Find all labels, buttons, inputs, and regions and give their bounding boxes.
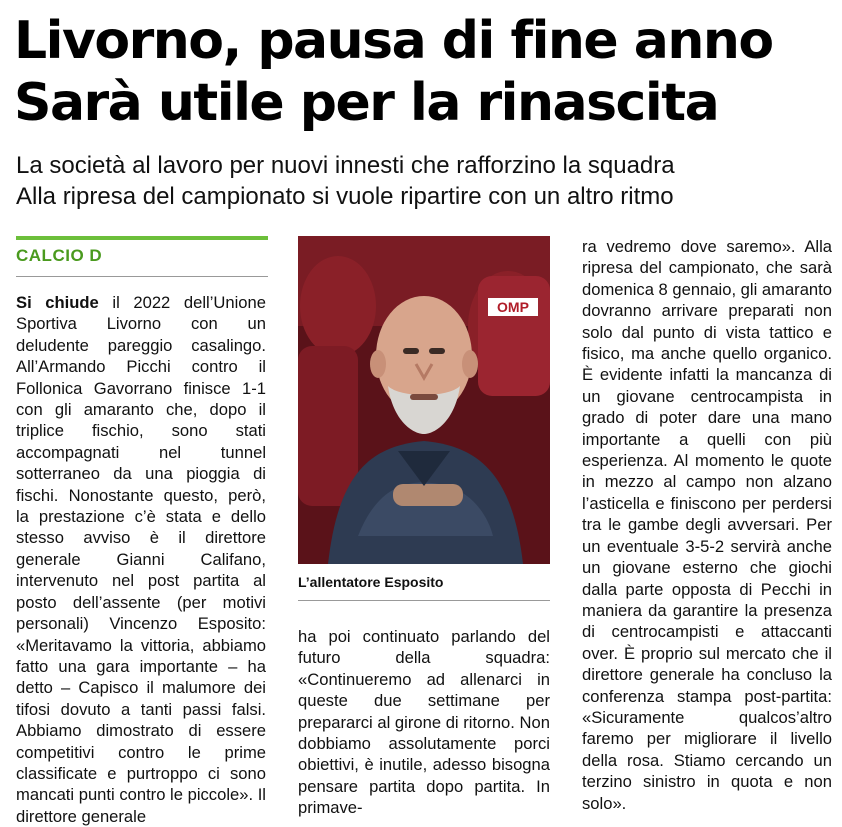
article-column-3 [582,236,832,814]
article-text-2: ha poi continuato parlando del futuro della squadra: «Continueremo ad allenarci in queste due settimane per prepararci al girone di ritorno. Non dobbiamo assolutamente porci obiettivi, è inutile, adesso bisogna pensare partita dopo partita. In primave- [298,627,550,818]
sponsor-logo: OMP [497,299,529,315]
coach-illustration [298,236,550,564]
article-column-1 [16,292,266,827]
coach-photo [298,236,550,564]
photo-caption: L’allentatore Esposito [298,574,444,590]
section-bar [16,236,268,240]
article-text-1: il 2022 dell’Unione Sportiva Livorno con un deludente pareggio casalingo. All’Armando Picchi contro il Follonica Gavorrano finisce 1-1 con gli amaranto che, dopo il triplice fischio, sono stati accompagnati nel tunnel sotterraneo da una pioggia di fischi. Nonostante questo, però, la prestazione c’è stata e dello stesso avviso è il direttore generale Gianni Califano, intervenuto nel post partita al posto dell’assente (per motivi personali) Vincenzo Esposito: «Meritavamo la vittoria, abbiamo fatto una gara importante – ha detto – Capisco il malumore dei tifosi dovuto a tanti passi falsi. Abbiamo dimostrato di essere competitivi contro le prime classificate e purtroppo ci sono mancati punti contro le piccole». Il direttore generale [16,293,266,826]
headline-line-1: Livorno, pausa di fine anno [14,11,773,71]
article-lead: Si chiude [16,293,99,312]
subheadline [16,150,826,212]
headline [14,10,834,134]
subhead-line-2: Alla ripresa del campionato si vuole ripartire con un altro ritmo [16,183,674,210]
subhead-line-1: La società al lavoro per nuovi innesti che rafforzino la squadra [16,152,675,179]
article-text-3: ra vedremo dove saremo». Alla ripresa del campionato, che sarà domenica 8 gennaio, gli amaranto dovranno arrivare preparati non solo dal punto di vista tattico e fisico, ma anche quello organico. È evidente infatti la mancanza di un giovane centrocampista in grado di poter dare una mano importante a quelli con più esperienza. Al momento le quote in mezzo al campo non alzano l’asticella e finiscono per perdersi tra le gambe degli avversari. Per un eventuale 3-5-2 servirà anche un giovane esterno che giochi dalla parte opposta di Pecchi in maniera da garantire la presenza di centrocampisti e attaccanti over. È proprio sul mercato che il direttore generale ha concluso la conferenza stampa post-partita: «Sicuramente qualcos’altro faremo per migliorare il livello della rosa. Stiamo cercando un terzino sinistro in quota e non solo». [582,237,832,813]
article-column-2 [298,626,550,819]
caption-divider [298,600,550,601]
headline-line-2: Sarà utile per la rinascita [14,73,719,133]
section-label: CALCIO D [16,246,103,265]
section-divider [16,276,268,277]
